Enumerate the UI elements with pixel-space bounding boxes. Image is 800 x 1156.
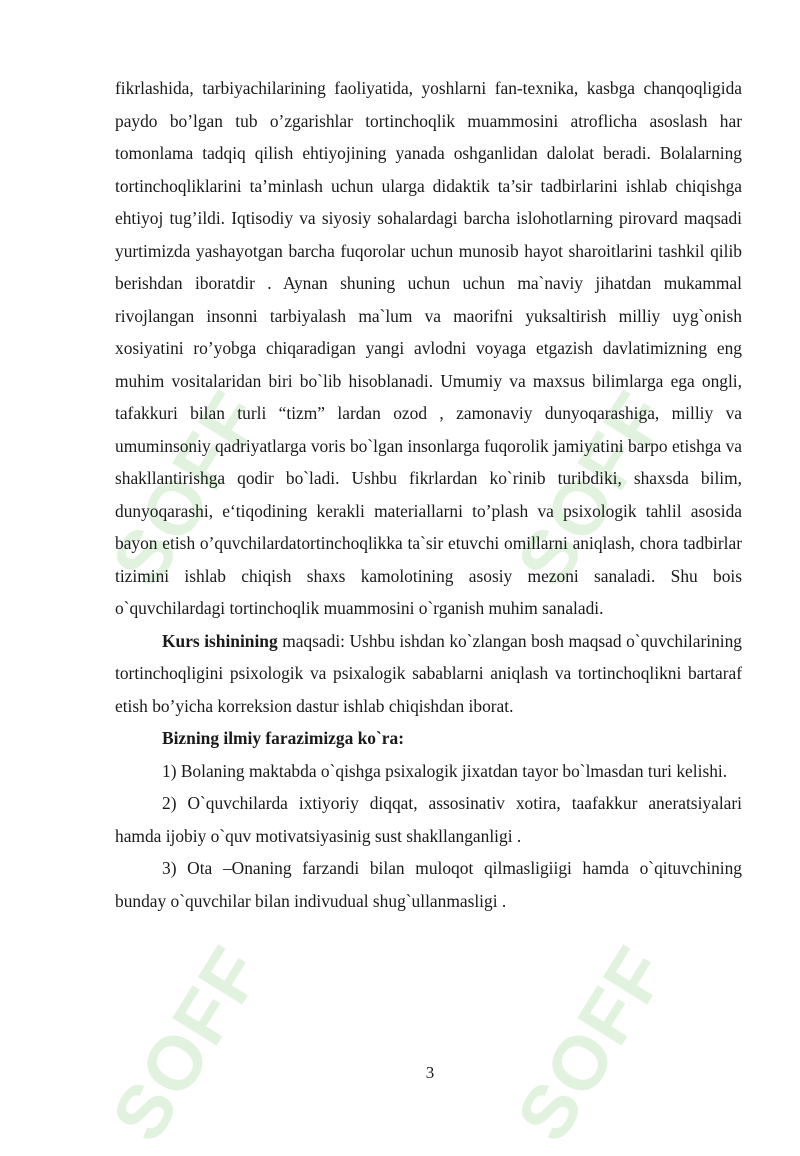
watermark-logo: SOFF xyxy=(95,376,280,601)
hypothesis-item: 1) Bolaning maktabda o`qishga psixalogik jixatdan tayor bo`lmasdan turi kelishi. xyxy=(162,760,728,781)
hypothesis-item: 2) O`quvchilarda ixtiyoriy diqqat, assosinativ xotira, taafakkur aneratsiyalari hamda ijobiy o`quv motivatsiyasinig sust shakllanganligi . xyxy=(115,793,742,846)
goal-label: Kurs ishinining xyxy=(162,630,278,651)
hypothesis-item: 3) Ota –Onaning farzandi bilan muloqot qilmasligiigi hamda o`qituvchining bunday o`quvchilar bilan indivudual shug`ullanmasligi . xyxy=(115,858,742,911)
paragraph-goal xyxy=(115,625,742,723)
page-body xyxy=(115,72,742,917)
watermark-logo: SOFF xyxy=(500,376,685,601)
watermark-logo: SOFF xyxy=(500,931,685,1156)
hypothesis-heading: Bizning ilmiy farazimizga ko`ra: xyxy=(162,728,404,748)
paragraph-intro: fikrlashida, tarbiyachilarining faoliyatida, yoshlarni fan-texnika, kasbga chanqoqligida paydo bo’lgan tub o’zgarishlar tortinchoqlik muammosini atroflicha asoslash har tomonlama tadqiq qilish ehtiyojining yanada oshganlidan dalolat beradi. Bolalarning tortinchoqliklarini ta’minlash uchun ularga didaktik ta’sir tadbirlarini ishlab chiqishga ehtiyoj tug’ildi. Iqtisodiy va siyosiy sohalardagi barcha islohotlarning pirovard maqsadi yurtimizda yashayotgan barcha fuqorolar uchun munosib hayot sharoitlarini tashkil qilib berishdan iboratdir . Aynan shuning uchun uchun ma`naviy jihatdan mukammal rivojlangan insonni tarbiyalash ma`lum va maorifni yuksaltirish milliy uyg`onish xosiyatini ro’yobga chiqaradigan yangi avlodni voyaga etgazish davlatimizning eng muhim vositalaridan biri bo`lib hisoblanadi. Umumiy va maxsus bilimlarga ega ongli, tafakkuri bilan turli “tizm” lardan ozod , zamonaviy dunyoqarashiga, milliy va umuminsoniy qadriyatlarga voris bo`lgan insonlarga fuqorolik jamiyatini barpo etishga va shakllantirishga qodir bo`ladi. Ushbu fikrlardan ko`rinib turibdiki, shaxsda bilim, dunyoqarashi, e‘tiqodining kerakli materiallarni to’plash va psixologik tahlil asosida bayon etish o’quvchilardatortinchoqlikka ta`sir etuvchi omillarni aniqlash, chora tadbirlar tizimini ishlab chiqish shaxs kamolotining asosiy mezoni sanaladi. Shu bois o`quvchilardagi tortinchoqlik muammosini o`rganish muhim sanaladi. xyxy=(115,78,742,618)
watermark-logo: SOFF xyxy=(95,931,280,1156)
page-number: 3 xyxy=(425,1063,435,1082)
goal-text: maqsadi: Ushbu ishdan ko`zlangan bosh maqsad o`quvchilarining tortinchoqligini psixologik va psixalogik sabablarni aniqlash va tortinchoqlikni bartaraf etish bo’yicha korreksion dastur ishlab chiqishdan iborat. xyxy=(115,630,743,716)
